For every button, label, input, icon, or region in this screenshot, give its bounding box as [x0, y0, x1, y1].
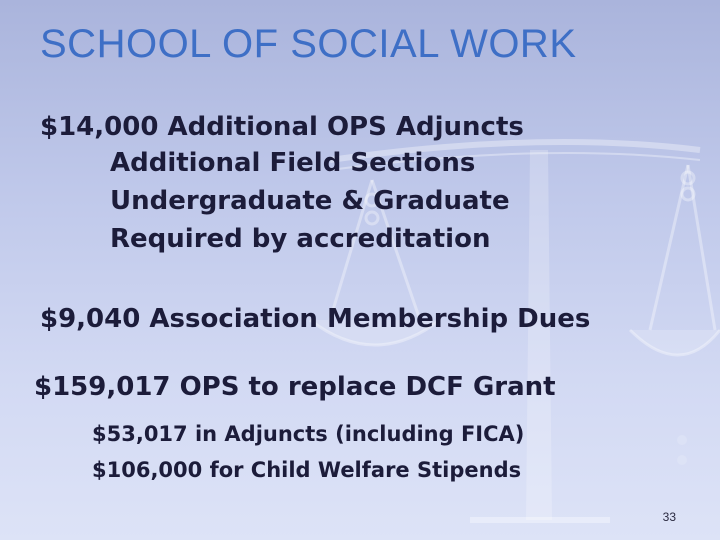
item-detail: Additional Field Sections — [110, 148, 476, 178]
page-number: 33 — [662, 510, 676, 524]
slide-title: SCHOOL OF SOCIAL WORK — [40, 22, 577, 66]
item-heading: $14,000 Additional OPS Adjuncts — [40, 112, 524, 142]
item-heading: $159,017 OPS to replace DCF Grant — [34, 372, 556, 402]
item-detail: Undergraduate & Graduate — [110, 186, 510, 216]
item-heading: $9,040 Association Membership Dues — [40, 304, 591, 334]
item-detail: $106,000 for Child Welfare Stipends — [92, 458, 522, 482]
item-detail: Required by accreditation — [110, 224, 491, 254]
item-detail: $53,017 in Adjuncts (including FICA) — [92, 422, 525, 446]
